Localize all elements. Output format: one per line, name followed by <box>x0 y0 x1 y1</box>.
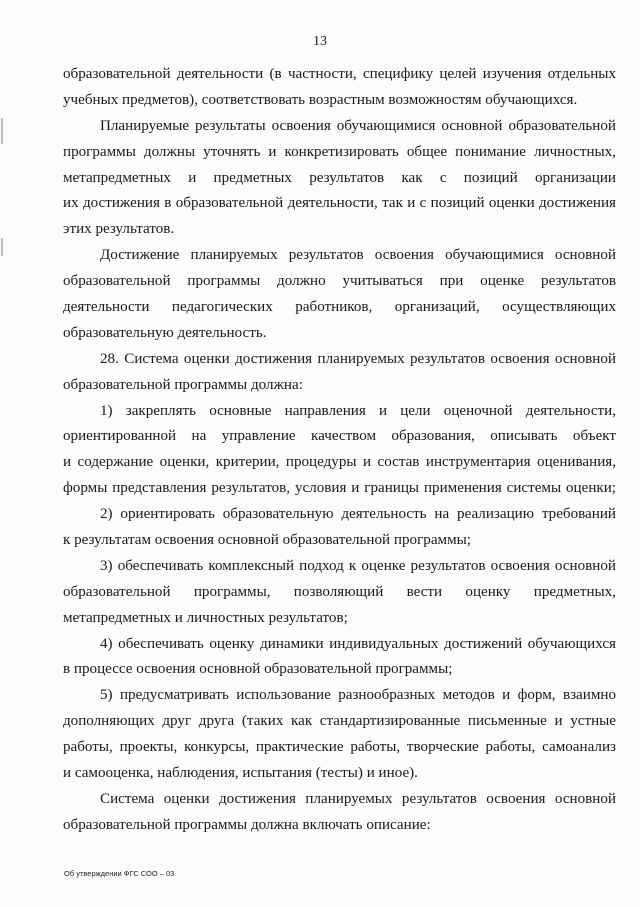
text-line: ориентированной на управление качеством образования, описывать объект <box>63 428 616 445</box>
text-line: и содержание оценки, критерии, процедуры и состав инструментария оценивания, <box>63 454 616 471</box>
text-line: и самооценка, наблюдения, испытания (тесты) и иное). <box>63 765 418 782</box>
text-line: программы должны уточнять и конкретизировать общее понимание личностных, <box>63 143 616 160</box>
scan-edge-mark <box>1 118 3 144</box>
text-line: Система оценки достижения планируемых результатов освоения основной <box>100 790 616 807</box>
text-line: 5) предусматривать использование разнообразных методов и форм, взаимно <box>100 687 616 704</box>
text-line: дополняющих друг друга (таких как стандартизированные письменные и устные <box>63 713 616 730</box>
text-line: их достижения в образовательной деятельности, так и с позиций оценки достижения <box>63 195 616 212</box>
scan-edge-mark <box>1 238 3 256</box>
text-line: 1) закреплять основные направления и цели оценочной деятельности, <box>100 402 616 419</box>
text-line: 4) обеспечивать оценку динамики индивидуальных достижений обучающихся <box>100 635 616 652</box>
text-line: метапредметных и личностных результатов; <box>63 609 348 626</box>
text-line: образовательной программы должно учитываться при оценке результатов <box>63 273 616 290</box>
text-line: к результатам освоения основной образовательной программы; <box>63 532 471 549</box>
text-line: формы представления результатов, условия и границы применения системы оценки; <box>63 480 616 497</box>
text-line: Достижение планируемых результатов освоения обучающимися основной <box>100 247 616 264</box>
text-line: метапредметных и предметных результатов как с позиций организации <box>63 169 616 186</box>
text-line: учебных предметов), соответствовать возрастным возможностям обучающихся. <box>63 91 578 108</box>
text-line: образовательной программы, позволяющий вести оценку предметных, <box>63 583 616 600</box>
text-line: этих результатов. <box>63 221 175 238</box>
text-line: Планируемые результаты освоения обучающимися основной образовательной <box>100 117 616 134</box>
document-body <box>63 62 616 839</box>
text-line: образовательной программы должна: <box>63 376 303 393</box>
text-line: деятельности педагогических работников, организаций, осуществляющих <box>63 299 616 316</box>
text-line: 2) ориентировать образовательную деятельность на реализацию требований <box>100 506 616 523</box>
text-line: в процессе освоения основной образовательной программы; <box>63 661 453 678</box>
text-line: образовательную деятельность. <box>63 324 267 341</box>
text-line: работы, проекты, конкурсы, практические работы, творческие работы, самоанализ <box>63 739 616 756</box>
page-number: 13 <box>313 34 327 49</box>
text-line: 28. Система оценки достижения планируемых результатов освоения основной <box>100 350 616 367</box>
text-line: образовательной программы должна включать описание: <box>63 816 431 833</box>
text-line: образовательной деятельности (в частности, специфику целей изучения отдельных <box>63 66 616 82</box>
document-footer: Об утверждении ФГС СОО – 03 <box>64 869 175 878</box>
text-line: 3) обеспечивать комплексный подход к оценке результатов освоения основной <box>100 557 616 574</box>
